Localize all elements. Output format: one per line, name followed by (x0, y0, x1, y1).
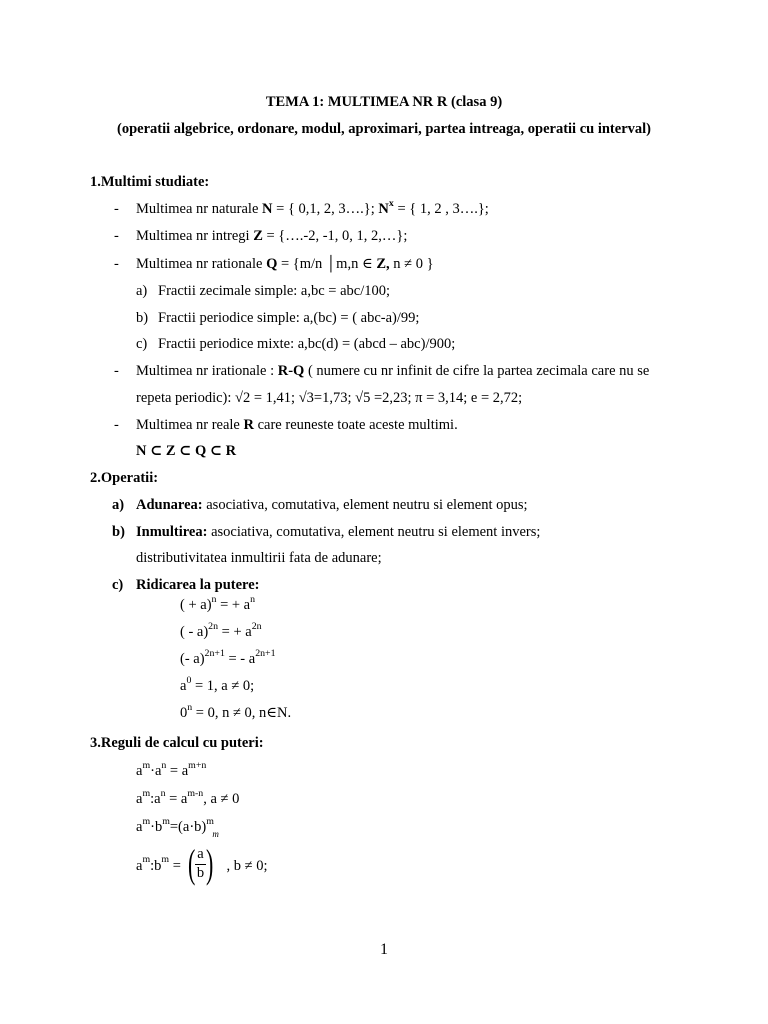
list-item: Fractii zecimale simple: a,bc = abc/100; (158, 283, 391, 299)
power-rule: (- a)$^{2n+1}$ = - $a^{2n+1}$ (180, 647, 276, 667)
power-rule: $0^n = 0$, n ≠ 0, n∈N. (180, 701, 292, 721)
power-heading: Ridicarea la putere: (136, 577, 260, 593)
bullet-dash: - (114, 228, 119, 244)
section-1-heading: 1.Multimi studiate: (90, 174, 210, 190)
list-marker: b) (136, 310, 149, 326)
multiplication-line-2: distributivitatea inmultirii fata de adunare; (136, 550, 382, 566)
fraction-a-over-b: ( $\frac{a}{b}$ )$^m$ (187, 829, 219, 886)
integer-numbers-line: Multimea nr intregi Z = {….-2, -1, 0, 1, 2,…}; (136, 228, 408, 244)
document-subtitle: (operatii algebrice, ordonare, modul, aproximari, partea intreaga, operatii cu interval) (116, 121, 651, 137)
real-numbers-line: Multimea nr reale R care reuneste toate aceste multimi. (136, 417, 458, 433)
multiplication-line: Inmultirea: asociativa, comutativa, element neutru si element invers; (136, 524, 541, 540)
document-title: TEMA 1: MULTIMEA NR R (clasa 9) (265, 94, 503, 110)
list-marker: a) (136, 283, 148, 299)
set-inclusion-chain: N ⊂ Z ⊂ Q ⊂ R (136, 443, 237, 459)
power-fraction-rule: $a^m:b^m$ = ( $\frac{a}{b}$ )$^m$ , b ≠ 0; (136, 829, 268, 886)
natural-numbers-line: Multimea nr naturale N = { 0,1, 2, 3….}; $N^x$ = { 1, 2 , 3….}; (136, 197, 489, 217)
power-calc-rule: $a^m:a^n = a^{m-n}$, a ≠ 0 (136, 787, 240, 807)
bullet-dash: - (114, 256, 119, 272)
list-item: Fractii periodice mixte: a,bc(d) = (abcd – abc)/900; (158, 336, 456, 352)
section-2-heading: 2.Operatii: (90, 470, 159, 486)
power-calc-rule: $a^m\cdot a^n = a^{m+n}$ (136, 759, 207, 779)
fraction-numerator: a (195, 847, 205, 865)
list-marker: b) (112, 524, 125, 540)
fraction-exponent: m (212, 829, 219, 839)
irrational-numbers-line-2: repeta periodic): √2 = 1,41; √3=1,73; √5 =2,23; π = 3,14; e = 2,72; (136, 390, 523, 406)
bullet-dash: - (114, 417, 119, 433)
list-item: Fractii periodice simple: a,(bc) = ( abc-a)/99; (158, 310, 420, 326)
addition-line: Adunarea: asociativa, comutativa, element neutru si element opus; (136, 497, 528, 513)
rational-numbers-line: Multimea nr rationale Q = {m/n │m,n ∈ Z, n ≠ 0 } (136, 256, 434, 272)
power-rule: ( + a)$^n$ = + $a^n$ (180, 593, 256, 613)
list-marker: c) (136, 336, 148, 352)
page-number: 1 (380, 941, 388, 958)
power-calc-rule: $a^m\cdot b^m=(a\cdot b)^m$ (136, 815, 214, 835)
bullet-dash: - (114, 363, 119, 379)
irrational-numbers-line: Multimea nr irationale : R-Q ( numere cu nr infinit de cifre la partea zecimala care nu se (136, 363, 650, 379)
fraction-denominator: b (196, 864, 205, 881)
power-rule: $a^0 = 1$, a ≠ 0; (180, 674, 255, 694)
bullet-dash: - (114, 201, 119, 217)
list-marker: c) (112, 577, 124, 593)
section-3-heading: 3.Reguli de calcul cu puteri: (90, 735, 264, 751)
list-marker: a) (112, 497, 125, 513)
power-rule: ( - a)$^{2n}$ = + $a^{2n}$ (180, 620, 262, 640)
